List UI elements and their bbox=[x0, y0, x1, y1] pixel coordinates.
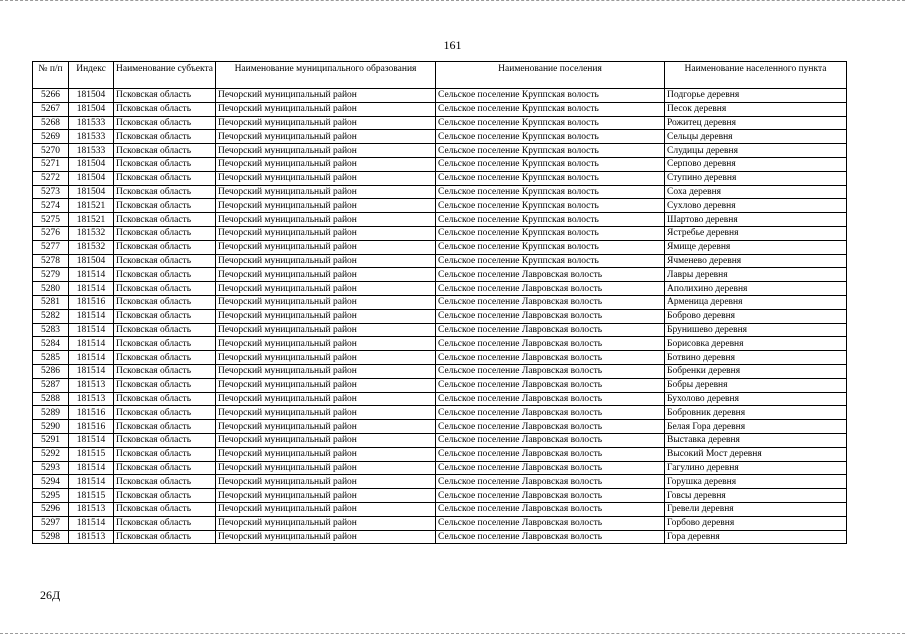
postal-index-cell: 181516 bbox=[69, 420, 114, 434]
settlement-cell: Сельское поселение Лавровская волость bbox=[436, 268, 665, 282]
subject-cell: Псковская область bbox=[114, 185, 216, 199]
subject-cell: Псковская область bbox=[114, 199, 216, 213]
settlement-cell: Сельское поселение Круппская волость bbox=[436, 116, 665, 130]
locality-cell: Горбово деревня bbox=[665, 516, 847, 530]
table-row bbox=[33, 213, 847, 227]
table-row bbox=[33, 295, 847, 309]
municipality-cell: Печорский муниципальный район bbox=[216, 502, 436, 516]
table-header-row bbox=[33, 62, 847, 89]
postal-index-cell: 181533 bbox=[69, 116, 114, 130]
locality-cell: Арменица деревня bbox=[665, 295, 847, 309]
subject-cell: Псковская область bbox=[114, 102, 216, 116]
settlement-cell: Сельское поселение Круппская волость bbox=[436, 226, 665, 240]
row-number-cell: 5290 bbox=[33, 420, 69, 434]
localities-table bbox=[32, 61, 847, 544]
settlement-cell: Сельское поселение Лавровская волость bbox=[436, 475, 665, 489]
settlement-cell: Сельское поселение Лавровская волость bbox=[436, 392, 665, 406]
subject-cell: Псковская область bbox=[114, 282, 216, 296]
table-row bbox=[33, 89, 847, 103]
row-number-cell: 5275 bbox=[33, 213, 69, 227]
postal-index-cell: 181516 bbox=[69, 295, 114, 309]
locality-cell: Боброво деревня bbox=[665, 309, 847, 323]
locality-cell: Соха деревня bbox=[665, 185, 847, 199]
municipality-cell: Печорский муниципальный район bbox=[216, 489, 436, 503]
settlement-cell: Сельское поселение Лавровская волость bbox=[436, 309, 665, 323]
settlement-cell: Сельское поселение Круппская волость bbox=[436, 213, 665, 227]
municipality-cell: Печорский муниципальный район bbox=[216, 309, 436, 323]
row-number-cell: 5273 bbox=[33, 185, 69, 199]
municipality-cell: Печорский муниципальный район bbox=[216, 351, 436, 365]
locality-cell: Белая Гора деревня bbox=[665, 420, 847, 434]
table-row bbox=[33, 475, 847, 489]
settlement-cell: Сельское поселение Лавровская волость bbox=[436, 406, 665, 420]
settlement-cell: Сельское поселение Круппская волость bbox=[436, 89, 665, 103]
subject-cell: Псковская область bbox=[114, 406, 216, 420]
settlement-cell: Сельское поселение Лавровская волость bbox=[436, 420, 665, 434]
postal-index-cell: 181533 bbox=[69, 144, 114, 158]
locality-cell: Ячменево деревня bbox=[665, 254, 847, 268]
subject-cell: Псковская область bbox=[114, 157, 216, 171]
municipality-cell: Печорский муниципальный район bbox=[216, 268, 436, 282]
row-number-cell: 5272 bbox=[33, 171, 69, 185]
row-number-cell: 5277 bbox=[33, 240, 69, 254]
subject-cell: Псковская область bbox=[114, 502, 216, 516]
row-number-cell: 5297 bbox=[33, 516, 69, 530]
settlement-cell: Сельское поселение Лавровская волость bbox=[436, 530, 665, 544]
row-number-cell: 5289 bbox=[33, 406, 69, 420]
subject-cell: Псковская область bbox=[114, 309, 216, 323]
table-row bbox=[33, 130, 847, 144]
footer-code: 26Д bbox=[40, 588, 61, 602]
settlement-cell: Сельское поселение Лавровская волость bbox=[436, 433, 665, 447]
municipality-cell: Печорский муниципальный район bbox=[216, 461, 436, 475]
table-row bbox=[33, 240, 847, 254]
subject-cell: Псковская область bbox=[114, 213, 216, 227]
postal-index-cell: 181513 bbox=[69, 378, 114, 392]
municipality-cell: Печорский муниципальный район bbox=[216, 364, 436, 378]
row-number-cell: 5282 bbox=[33, 309, 69, 323]
header-num: № п/п bbox=[33, 62, 69, 89]
locality-cell: Ботвино деревня bbox=[665, 351, 847, 365]
subject-cell: Псковская область bbox=[114, 489, 216, 503]
table-body bbox=[33, 89, 847, 544]
settlement-cell: Сельское поселение Лавровская волость bbox=[436, 489, 665, 503]
locality-cell: Гора деревня bbox=[665, 530, 847, 544]
row-number-cell: 5295 bbox=[33, 489, 69, 503]
table-row bbox=[33, 351, 847, 365]
table-row bbox=[33, 406, 847, 420]
settlement-cell: Сельское поселение Лавровская волость bbox=[436, 461, 665, 475]
subject-cell: Псковская область bbox=[114, 226, 216, 240]
row-number-cell: 5279 bbox=[33, 268, 69, 282]
settlement-cell: Сельское поселение Круппская волость bbox=[436, 199, 665, 213]
table-row bbox=[33, 364, 847, 378]
table-row bbox=[33, 199, 847, 213]
subject-cell: Псковская область bbox=[114, 268, 216, 282]
settlement-cell: Сельское поселение Круппская волость bbox=[436, 157, 665, 171]
municipality-cell: Печорский муниципальный район bbox=[216, 102, 436, 116]
postal-index-cell: 181514 bbox=[69, 282, 114, 296]
locality-cell: Лавры деревня bbox=[665, 268, 847, 282]
table-row bbox=[33, 502, 847, 516]
table-row bbox=[33, 433, 847, 447]
postal-index-cell: 181514 bbox=[69, 475, 114, 489]
subject-cell: Псковская область bbox=[114, 447, 216, 461]
subject-cell: Псковская область bbox=[114, 295, 216, 309]
locality-cell: Песок деревня bbox=[665, 102, 847, 116]
municipality-cell: Печорский муниципальный район bbox=[216, 433, 436, 447]
postal-index-cell: 181532 bbox=[69, 240, 114, 254]
subject-cell: Псковская область bbox=[114, 116, 216, 130]
settlement-cell: Сельское поселение Круппская волость bbox=[436, 130, 665, 144]
locality-cell: Бобровник деревня bbox=[665, 406, 847, 420]
postal-index-cell: 181521 bbox=[69, 213, 114, 227]
municipality-cell: Печорский муниципальный район bbox=[216, 447, 436, 461]
postal-index-cell: 181515 bbox=[69, 489, 114, 503]
table-row bbox=[33, 530, 847, 544]
postal-index-cell: 181514 bbox=[69, 309, 114, 323]
subject-cell: Псковская область bbox=[114, 516, 216, 530]
locality-cell: Брунишево деревня bbox=[665, 323, 847, 337]
row-number-cell: 5283 bbox=[33, 323, 69, 337]
municipality-cell: Печорский муниципальный район bbox=[216, 171, 436, 185]
header-subject: Наименование субъекта bbox=[114, 62, 216, 89]
subject-cell: Псковская область bbox=[114, 351, 216, 365]
scan-edge-bottom bbox=[0, 633, 905, 638]
header-locality: Наименование населенного пункта bbox=[665, 62, 847, 89]
municipality-cell: Печорский муниципальный район bbox=[216, 406, 436, 420]
subject-cell: Псковская область bbox=[114, 530, 216, 544]
table-row bbox=[33, 447, 847, 461]
row-number-cell: 5293 bbox=[33, 461, 69, 475]
row-number-cell: 5288 bbox=[33, 392, 69, 406]
row-number-cell: 5267 bbox=[33, 102, 69, 116]
municipality-cell: Печорский муниципальный район bbox=[216, 530, 436, 544]
page-number: 161 bbox=[443, 38, 462, 52]
locality-cell: Подгорье деревня bbox=[665, 89, 847, 103]
postal-index-cell: 181513 bbox=[69, 392, 114, 406]
municipality-cell: Печорский муниципальный район bbox=[216, 226, 436, 240]
municipality-cell: Печорский муниципальный район bbox=[216, 89, 436, 103]
settlement-cell: Сельское поселение Лавровская волость bbox=[436, 378, 665, 392]
subject-cell: Псковская область bbox=[114, 420, 216, 434]
municipality-cell: Печорский муниципальный район bbox=[216, 254, 436, 268]
table-row bbox=[33, 171, 847, 185]
locality-cell: Горушка деревня bbox=[665, 475, 847, 489]
row-number-cell: 5266 bbox=[33, 89, 69, 103]
table-row bbox=[33, 323, 847, 337]
postal-index-cell: 181514 bbox=[69, 516, 114, 530]
table-row bbox=[33, 226, 847, 240]
postal-index-cell: 181514 bbox=[69, 461, 114, 475]
postal-index-cell: 181504 bbox=[69, 185, 114, 199]
subject-cell: Псковская область bbox=[114, 337, 216, 351]
subject-cell: Псковская область bbox=[114, 254, 216, 268]
locality-cell: Гревели деревня bbox=[665, 502, 847, 516]
settlement-cell: Сельское поселение Лавровская волость bbox=[436, 295, 665, 309]
settlement-cell: Сельское поселение Лавровская волость bbox=[436, 337, 665, 351]
municipality-cell: Печорский муниципальный район bbox=[216, 295, 436, 309]
row-number-cell: 5291 bbox=[33, 433, 69, 447]
locality-cell: Слудицы деревня bbox=[665, 144, 847, 158]
table-row bbox=[33, 185, 847, 199]
locality-cell: Бобры деревня bbox=[665, 378, 847, 392]
table-row bbox=[33, 254, 847, 268]
row-number-cell: 5276 bbox=[33, 226, 69, 240]
municipality-cell: Печорский муниципальный район bbox=[216, 475, 436, 489]
table-row bbox=[33, 461, 847, 475]
locality-cell: Бухолово деревня bbox=[665, 392, 847, 406]
postal-index-cell: 181533 bbox=[69, 130, 114, 144]
postal-index-cell: 181504 bbox=[69, 89, 114, 103]
postal-index-cell: 181514 bbox=[69, 337, 114, 351]
municipality-cell: Печорский муниципальный район bbox=[216, 240, 436, 254]
row-number-cell: 5278 bbox=[33, 254, 69, 268]
row-number-cell: 5270 bbox=[33, 144, 69, 158]
table-row bbox=[33, 102, 847, 116]
municipality-cell: Печорский муниципальный район bbox=[216, 130, 436, 144]
municipality-cell: Печорский муниципальный район bbox=[216, 392, 436, 406]
settlement-cell: Сельское поселение Лавровская волость bbox=[436, 351, 665, 365]
row-number-cell: 5284 bbox=[33, 337, 69, 351]
settlement-cell: Сельское поселение Лавровская волость bbox=[436, 502, 665, 516]
row-number-cell: 5268 bbox=[33, 116, 69, 130]
postal-index-cell: 181504 bbox=[69, 102, 114, 116]
subject-cell: Псковская область bbox=[114, 475, 216, 489]
postal-index-cell: 181515 bbox=[69, 447, 114, 461]
postal-index-cell: 181514 bbox=[69, 364, 114, 378]
municipality-cell: Печорский муниципальный район bbox=[216, 337, 436, 351]
table-row bbox=[33, 378, 847, 392]
row-number-cell: 5280 bbox=[33, 282, 69, 296]
municipality-cell: Печорский муниципальный район bbox=[216, 323, 436, 337]
postal-index-cell: 181516 bbox=[69, 406, 114, 420]
header-settlement: Наименование поселения bbox=[436, 62, 665, 89]
postal-index-cell: 181532 bbox=[69, 226, 114, 240]
postal-index-cell: 181513 bbox=[69, 530, 114, 544]
row-number-cell: 5287 bbox=[33, 378, 69, 392]
table-row bbox=[33, 282, 847, 296]
postal-index-cell: 181514 bbox=[69, 268, 114, 282]
subject-cell: Псковская область bbox=[114, 323, 216, 337]
municipality-cell: Печорский муниципальный район bbox=[216, 378, 436, 392]
locality-cell: Высокий Мост деревня bbox=[665, 447, 847, 461]
locality-cell: Гагулино деревня bbox=[665, 461, 847, 475]
header-index: Индекс bbox=[69, 62, 114, 89]
subject-cell: Псковская область bbox=[114, 378, 216, 392]
locality-cell: Ступино деревня bbox=[665, 171, 847, 185]
settlement-cell: Сельское поселение Лавровская волость bbox=[436, 364, 665, 378]
subject-cell: Псковская область bbox=[114, 171, 216, 185]
municipality-cell: Печорский муниципальный район bbox=[216, 420, 436, 434]
table-row bbox=[33, 268, 847, 282]
locality-cell: Ямище деревня bbox=[665, 240, 847, 254]
postal-index-cell: 181504 bbox=[69, 157, 114, 171]
municipality-cell: Печорский муниципальный район bbox=[216, 282, 436, 296]
settlement-cell: Сельское поселение Лавровская волость bbox=[436, 516, 665, 530]
settlement-cell: Сельское поселение Круппская волость bbox=[436, 171, 665, 185]
scan-edge-top bbox=[0, 0, 905, 5]
table-row bbox=[33, 489, 847, 503]
locality-cell: Сухлово деревня bbox=[665, 199, 847, 213]
municipality-cell: Печорский муниципальный район bbox=[216, 116, 436, 130]
row-number-cell: 5298 bbox=[33, 530, 69, 544]
header-municipality: Наименование муниципального образования bbox=[216, 62, 436, 89]
locality-cell: Борисовка деревня bbox=[665, 337, 847, 351]
row-number-cell: 5285 bbox=[33, 351, 69, 365]
settlement-cell: Сельское поселение Лавровская волость bbox=[436, 282, 665, 296]
locality-cell: Серпово деревня bbox=[665, 157, 847, 171]
settlement-cell: Сельское поселение Круппская волость bbox=[436, 102, 665, 116]
settlement-cell: Сельское поселение Круппская волость bbox=[436, 185, 665, 199]
table-row bbox=[33, 392, 847, 406]
locality-cell: Сельцы деревня bbox=[665, 130, 847, 144]
postal-index-cell: 181514 bbox=[69, 433, 114, 447]
municipality-cell: Печорский муниципальный район bbox=[216, 199, 436, 213]
municipality-cell: Печорский муниципальный район bbox=[216, 185, 436, 199]
row-number-cell: 5294 bbox=[33, 475, 69, 489]
table-row bbox=[33, 337, 847, 351]
table-row bbox=[33, 309, 847, 323]
municipality-cell: Печорский муниципальный район bbox=[216, 213, 436, 227]
table-row bbox=[33, 157, 847, 171]
table-row bbox=[33, 116, 847, 130]
settlement-cell: Сельское поселение Лавровская волость bbox=[436, 323, 665, 337]
table-row bbox=[33, 420, 847, 434]
locality-cell: Ястребье деревня bbox=[665, 226, 847, 240]
subject-cell: Псковская область bbox=[114, 240, 216, 254]
table-row bbox=[33, 516, 847, 530]
subject-cell: Псковская область bbox=[114, 144, 216, 158]
postal-index-cell: 181504 bbox=[69, 254, 114, 268]
subject-cell: Псковская область bbox=[114, 392, 216, 406]
postal-index-cell: 181514 bbox=[69, 323, 114, 337]
subject-cell: Псковская область bbox=[114, 433, 216, 447]
postal-index-cell: 181513 bbox=[69, 502, 114, 516]
postal-index-cell: 181521 bbox=[69, 199, 114, 213]
table-row bbox=[33, 144, 847, 158]
row-number-cell: 5281 bbox=[33, 295, 69, 309]
settlement-cell: Сельское поселение Круппская волость bbox=[436, 254, 665, 268]
row-number-cell: 5292 bbox=[33, 447, 69, 461]
subject-cell: Псковская область bbox=[114, 461, 216, 475]
row-number-cell: 5296 bbox=[33, 502, 69, 516]
locality-cell: Бобренки деревня bbox=[665, 364, 847, 378]
municipality-cell: Печорский муниципальный район bbox=[216, 144, 436, 158]
subject-cell: Псковская область bbox=[114, 130, 216, 144]
locality-cell: Говсы деревня bbox=[665, 489, 847, 503]
municipality-cell: Печорский муниципальный район bbox=[216, 157, 436, 171]
row-number-cell: 5274 bbox=[33, 199, 69, 213]
postal-index-cell: 181504 bbox=[69, 171, 114, 185]
settlement-cell: Сельское поселение Круппская волость bbox=[436, 144, 665, 158]
locality-cell: Рожитец деревня bbox=[665, 116, 847, 130]
municipality-cell: Печорский муниципальный район bbox=[216, 516, 436, 530]
subject-cell: Псковская область bbox=[114, 89, 216, 103]
settlement-cell: Сельское поселение Лавровская волость bbox=[436, 447, 665, 461]
settlement-cell: Сельское поселение Круппская волость bbox=[436, 240, 665, 254]
postal-index-cell: 181514 bbox=[69, 351, 114, 365]
subject-cell: Псковская область bbox=[114, 364, 216, 378]
row-number-cell: 5269 bbox=[33, 130, 69, 144]
locality-cell: Шартово деревня bbox=[665, 213, 847, 227]
row-number-cell: 5271 bbox=[33, 157, 69, 171]
locality-cell: Аполихино деревня bbox=[665, 282, 847, 296]
locality-cell: Выставка деревня bbox=[665, 433, 847, 447]
row-number-cell: 5286 bbox=[33, 364, 69, 378]
